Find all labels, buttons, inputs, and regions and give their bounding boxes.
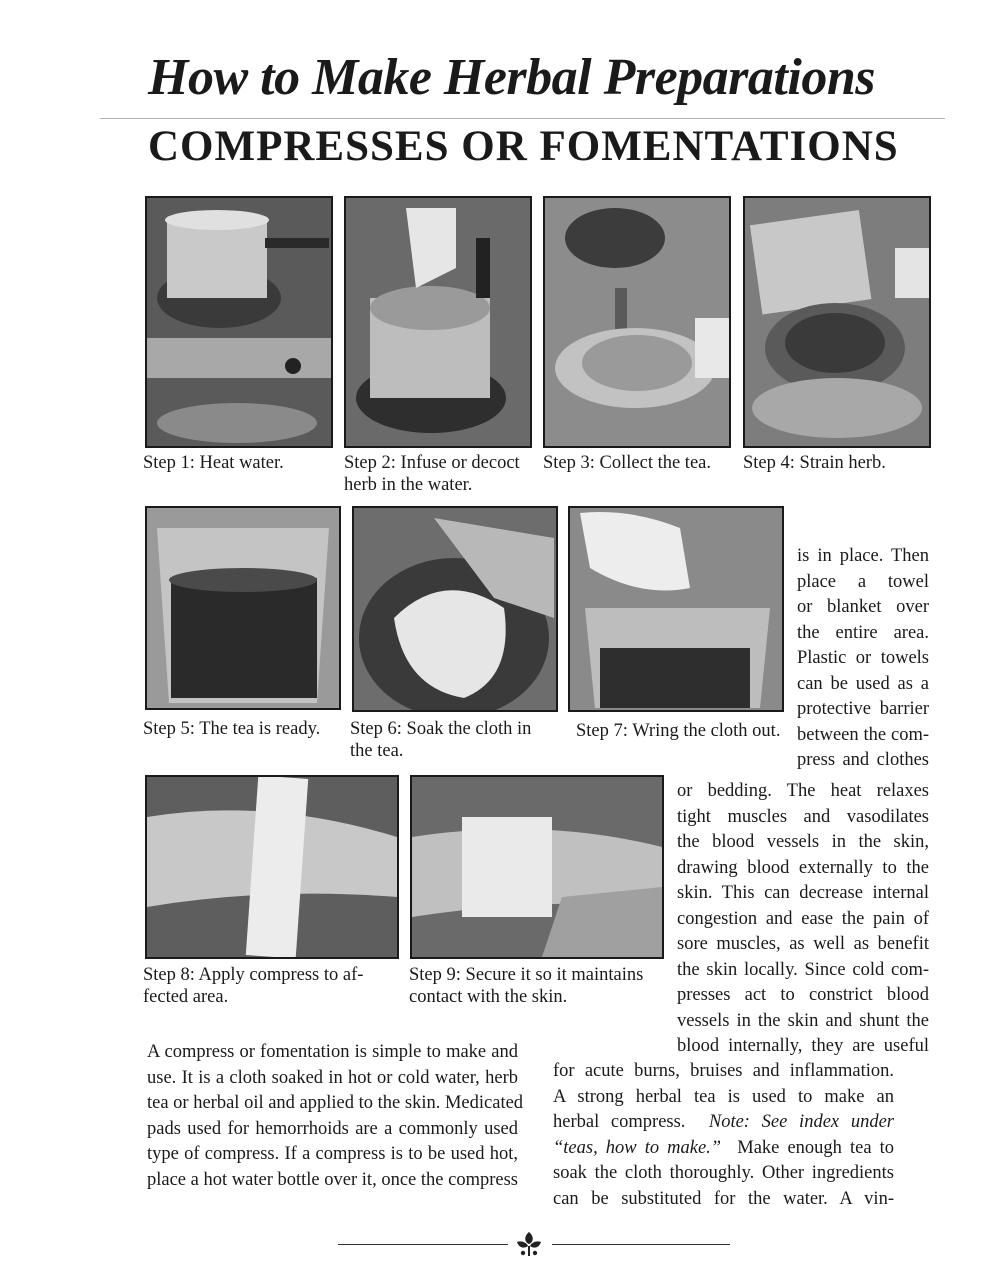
step-9-caption-line-1: Step 9: Secure it so it maintains bbox=[409, 965, 644, 985]
step-6-caption bbox=[350, 718, 531, 762]
step-8-caption bbox=[143, 964, 363, 1008]
step-4-photo bbox=[743, 196, 931, 448]
step-1-caption-line: Step 1: Heat water. bbox=[143, 453, 284, 473]
text-line: type of compress. If a compress is to be used hot, bbox=[147, 1144, 518, 1164]
text-line: protective barrier bbox=[797, 699, 929, 719]
text-line: Plastic or towels bbox=[797, 648, 929, 668]
text-line: place a towel bbox=[797, 571, 929, 592]
step-6-caption-line-2: the tea. bbox=[350, 741, 404, 761]
text-fragment: herbal compress. bbox=[553, 1112, 686, 1132]
text-line: drawing blood externally to the bbox=[677, 857, 929, 878]
index-note: Note: See index under bbox=[708, 1112, 894, 1132]
step-6-caption-line-1: Step 6: Soak the cloth in bbox=[350, 719, 532, 739]
step-2-photo bbox=[344, 196, 532, 448]
right-wide-column bbox=[677, 779, 929, 1060]
step-8-photo bbox=[145, 775, 399, 959]
section-heading: COMPRESSES OR FOMENTATIONS bbox=[148, 123, 899, 170]
step-2-caption bbox=[344, 452, 520, 496]
text-line: tea or herbal oil and applied to the skin. Medicated bbox=[147, 1093, 524, 1113]
text-line: place a hot water bottle over it, once the compress bbox=[147, 1169, 518, 1190]
right-narrow-column bbox=[797, 544, 929, 774]
text-line: pads used for hemorrhoids are a commonly used bbox=[147, 1118, 518, 1139]
step-3-caption bbox=[543, 452, 711, 474]
text-line: blood internally, they are useful bbox=[677, 1036, 929, 1056]
step-4-caption bbox=[743, 452, 886, 474]
text-line: the blood vessels in the skin, bbox=[677, 832, 929, 852]
step-4-caption-line: Step 4: Strain herb. bbox=[743, 453, 886, 473]
text-line: presses act to constrict blood bbox=[677, 985, 929, 1005]
step-7-caption-line: Step 7: Wring the cloth out. bbox=[576, 721, 781, 741]
step-9-photo bbox=[410, 775, 664, 959]
text-line bbox=[553, 1136, 894, 1162]
text-line: is in place. Then bbox=[797, 546, 929, 566]
step-8-caption-line-1: Step 8: Apply compress to af- bbox=[143, 965, 364, 985]
text-line: A strong herbal tea is used to make an bbox=[553, 1086, 894, 1107]
page-title: How to Make Herbal Preparations bbox=[148, 49, 875, 106]
text-line: for acute burns, bruises and inflammation. bbox=[553, 1061, 894, 1081]
step-7-photo bbox=[568, 506, 784, 712]
step-9-caption-line-2: contact with the skin. bbox=[409, 987, 568, 1007]
step-5-caption bbox=[143, 718, 320, 740]
index-note-continued: “teas, how to make.” bbox=[553, 1137, 722, 1158]
text-line: can be substituted for the water. A vin- bbox=[553, 1188, 894, 1209]
text-line: use. It is a cloth soaked in hot or cold water, herb bbox=[147, 1067, 518, 1088]
text-line: can be used as a bbox=[797, 673, 929, 694]
footer-rule-right bbox=[552, 1244, 730, 1245]
step-1-photo bbox=[145, 196, 333, 448]
step-3-caption-line: Step 3: Collect the tea. bbox=[543, 453, 711, 473]
text-line: press and clothes bbox=[797, 750, 929, 770]
step-5-photo bbox=[145, 506, 341, 710]
text-line: between the com- bbox=[797, 724, 929, 745]
text-line bbox=[553, 1110, 894, 1136]
title-divider bbox=[100, 118, 945, 119]
text-line: the entire area. bbox=[797, 622, 929, 643]
step-1-caption bbox=[143, 452, 284, 474]
step-6-photo bbox=[352, 506, 558, 712]
step-2-caption-line-2: herb in the water. bbox=[344, 475, 473, 495]
step-5-caption-line: Step 5: The tea is ready. bbox=[143, 719, 321, 739]
text-line: soak the cloth thoroughly. Other ingredients bbox=[553, 1163, 894, 1183]
step-2-caption-line-1: Step 2: Infuse or decoct bbox=[344, 453, 520, 473]
text-fragment: Make enough tea to bbox=[737, 1137, 894, 1158]
text-line: sore muscles, as well as benefit bbox=[677, 934, 929, 954]
step-3-photo bbox=[543, 196, 731, 448]
step-7-caption bbox=[576, 720, 780, 742]
text-line: skin. This can decrease internal bbox=[677, 883, 929, 903]
text-line: the skin locally. Since cold com- bbox=[677, 959, 929, 980]
text-line: tight muscles and vasodilates bbox=[677, 806, 929, 827]
text-line: or bedding. The heat relaxes bbox=[677, 781, 929, 801]
text-line: congestion and ease the pain of bbox=[677, 908, 929, 929]
text-line: or blanket over bbox=[797, 597, 929, 617]
text-line: vessels in the skin and shunt the bbox=[677, 1010, 929, 1031]
text-line: A compress or fomentation is simple to make and bbox=[147, 1042, 518, 1062]
footer-rule-left bbox=[338, 1244, 508, 1245]
right-bottom-column bbox=[553, 1059, 894, 1212]
left-bottom-column bbox=[147, 1040, 524, 1193]
leaf-ornament-icon bbox=[514, 1230, 544, 1258]
step-9-caption bbox=[409, 964, 643, 1008]
step-8-caption-line-2: fected area. bbox=[143, 987, 229, 1007]
